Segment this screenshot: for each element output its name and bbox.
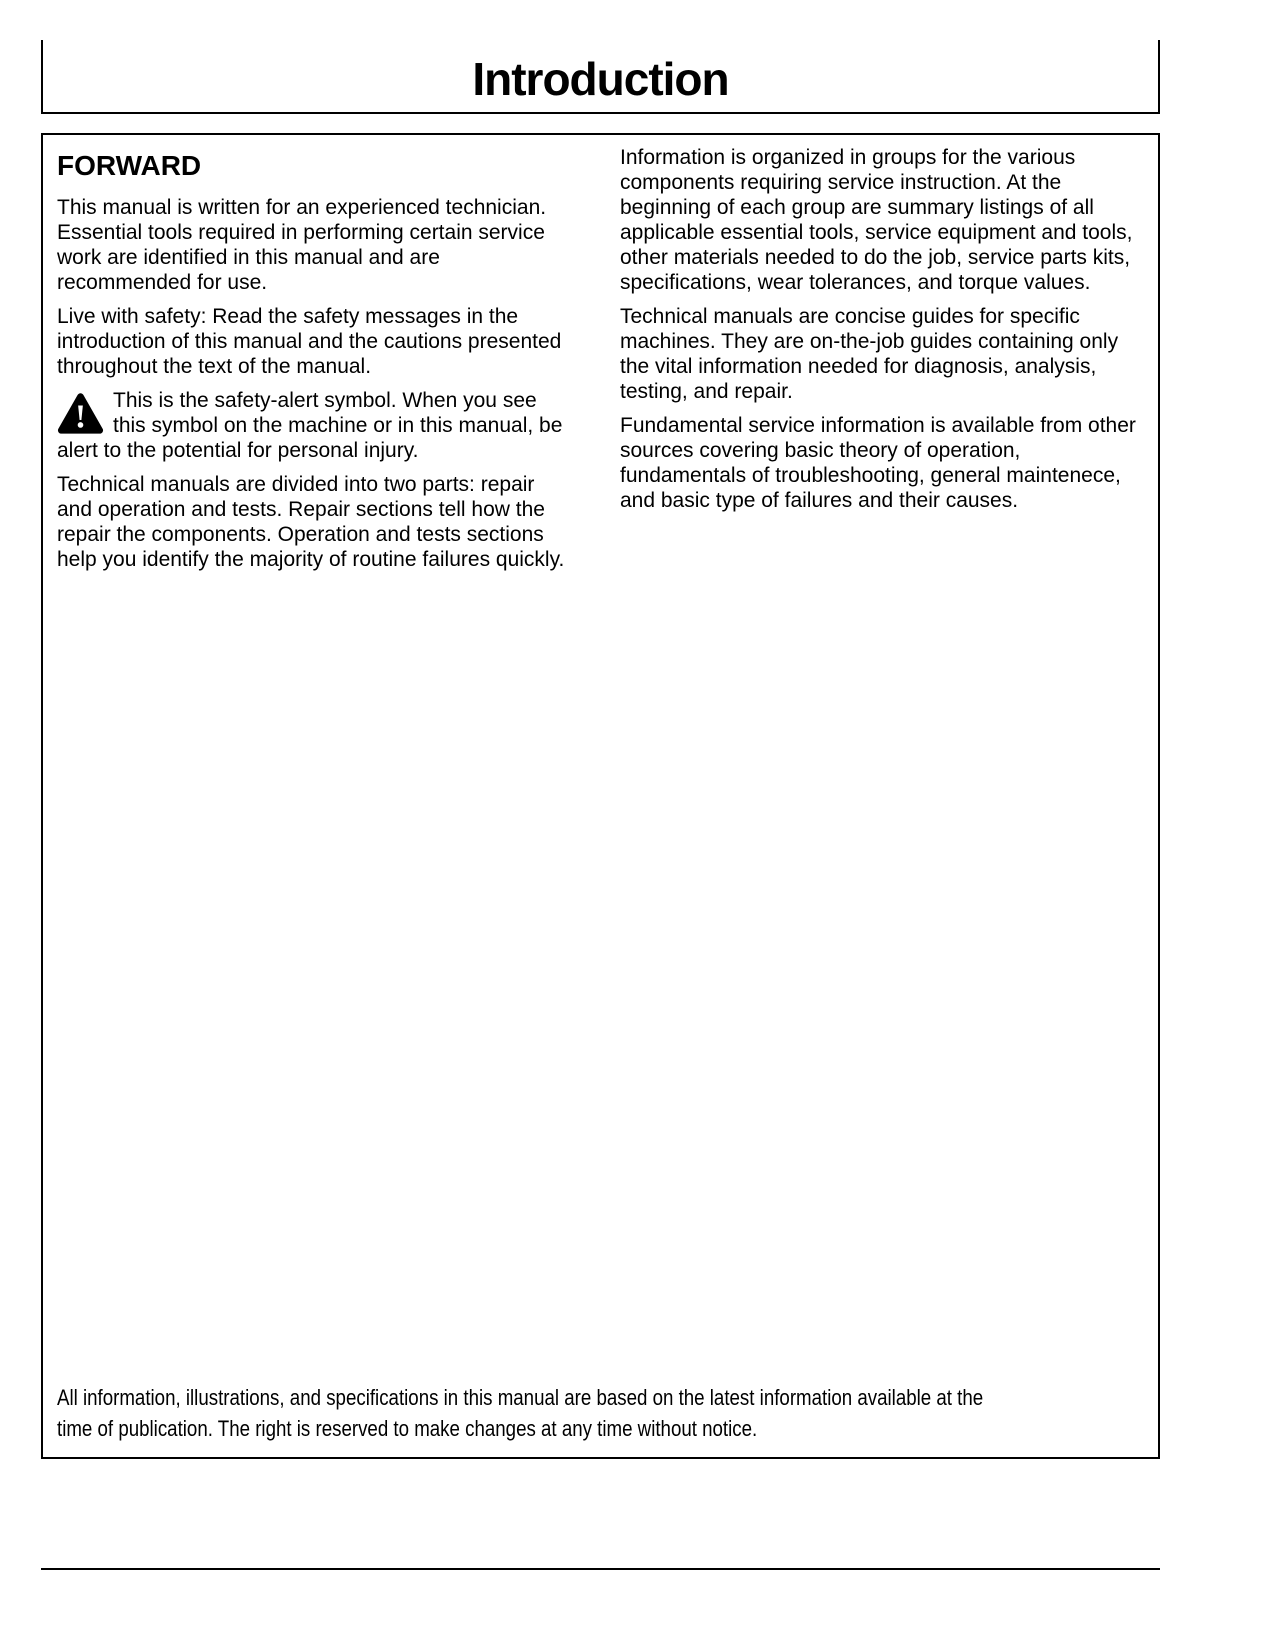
paragraph: Information is organized in groups for the various components requiring service instruction. At the beginning of each group are summary listings of all applicable essential tools, service equipment and tools, other materials needed to do the job, service parts kits, specifications, wear tolerances, and torque values.	[620, 146, 1133, 294]
forward-heading: FORWARD	[57, 150, 202, 181]
paragraph: Live with safety: Read the safety messages in the introduction of this manual and the cautions presented throughout the text of the manual.	[57, 305, 562, 378]
publication-disclaimer	[57, 1382, 1157, 1444]
right-column	[620, 145, 1150, 522]
bottom-divider	[41, 1568, 1160, 1570]
safety-alert-paragraph	[57, 388, 571, 463]
title-box	[41, 40, 1160, 114]
left-column	[57, 149, 571, 581]
disclaimer-line-1: All information, illustrations, and specifications in this manual are based on the latest information available at the	[57, 1385, 984, 1410]
paragraph: Technical manuals are divided into two parts: repair and operation and tests. Repair sections tell how the repair the components. Operation and tests sections help you identify the majority of routine failures quickly.	[57, 473, 565, 571]
page-title: Introduction	[472, 53, 729, 105]
disclaimer-line-2: time of publication. The right is reserved to make changes at any time without notice.	[57, 1416, 758, 1441]
paragraph: Technical manuals are concise guides for specific machines. They are on-the-job guides containing only the vital information needed for diagnosis, analysis, testing, and repair.	[620, 305, 1119, 403]
safety-alert-text: This is the safety-alert symbol. When you see this symbol on the machine or in this manual, be alert to the potential for personal injury.	[57, 389, 563, 462]
safety-alert-triangle-icon	[57, 391, 104, 435]
content-box	[41, 133, 1160, 1459]
paragraph: Fundamental service information is available from other sources covering basic theory of operation, fundamentals of troubleshooting, general maintenece, and basic type of failures and their causes.	[620, 414, 1136, 512]
paragraph: This manual is written for an experienced technician. Essential tools required in performing certain service work are identified in this manual and are recommended for use.	[57, 196, 547, 294]
